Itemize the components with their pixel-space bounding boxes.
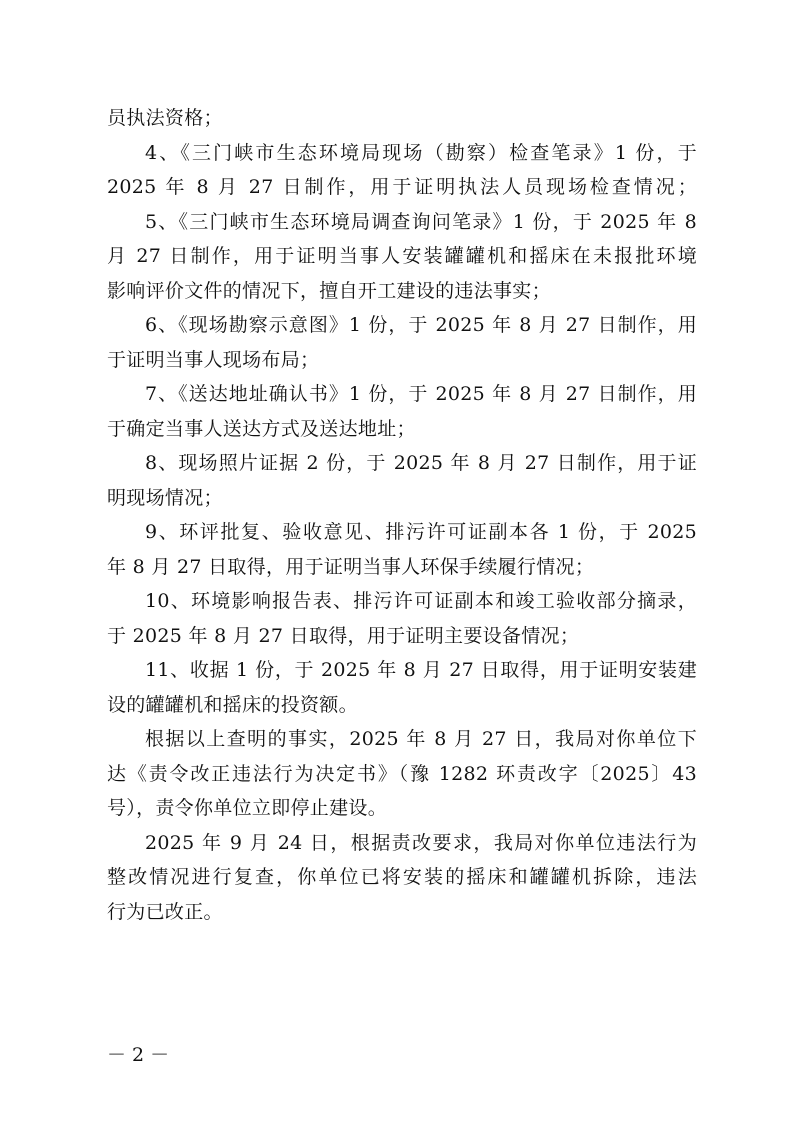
text-line: 设的罐罐机和摇床的投资额。	[107, 693, 358, 716]
text-line: 于确定当事人送达方式及送达地址；	[107, 417, 416, 440]
text-line: 根据以上查明的事实，2025 年 8 月 27 日，我局对你单位下	[145, 728, 697, 750]
text-line: 影响评价文件的情况下，擅自开工建设的违法事实；	[107, 279, 551, 302]
text-line: 7、《送达地址确认书》1 份，于 2025 年 8 月 27 日制作，用	[145, 383, 697, 405]
text-line: 11、收据 1 份，于 2025 年 8 月 27 日取得，用于证明安装建	[145, 659, 697, 681]
text-line: 9、环评批复、验收意见、排污许可证副本各 1 份，于 2025	[145, 521, 697, 543]
text-line: 2025 年 8 月 27 日制作，用于证明执法人员现场检查情况；	[107, 176, 697, 198]
text-line: 行为已改正。	[107, 900, 223, 923]
page-number: － 2 －	[107, 1044, 170, 1066]
text-line: 4、《三门峡市生态环境局现场（勘察）检查笔录》1 份，于	[145, 141, 697, 164]
text-line: 明现场情况；	[107, 486, 223, 509]
text-line: 6、《现场勘察示意图》1 份，于 2025 年 8 月 27 日制作，用	[145, 314, 697, 336]
text-line: 8、现场照片证据 2 份，于 2025 年 8 月 27 日制作，用于证	[145, 452, 697, 474]
text-line: 年 8 月 27 日取得，用于证明当事人环保手续履行情况；	[107, 555, 595, 578]
text-line: 于 2025 年 8 月 27 日取得，用于证明主要设备情况；	[107, 624, 580, 647]
text-line: 员执法资格；	[107, 107, 223, 129]
text-line: 号），责令你单位立即停止建设。	[107, 797, 388, 819]
text-line: 2025 年 9 月 24 日，根据责改要求，我局对你单位违法行为	[145, 831, 697, 854]
text-line: 10、环境影响报告表、排污许可证副本和竣工验收部分摘录，	[145, 590, 697, 612]
document-body	[107, 101, 697, 929]
text-line: 5、《三门峡市生态环境局调查询问笔录》1 份，于 2025 年 8	[145, 210, 697, 233]
text-line: 达《责令改正违法行为决定书》（豫 1282 环责改字〔2025〕43	[107, 762, 697, 785]
text-line: 月 27 日制作，用于证明当事人安装罐罐机和摇床在未报批环境	[107, 245, 697, 267]
text-line: 整改情况进行复查，你单位已将安装的摇床和罐罐机拆除，违法	[107, 866, 697, 888]
text-line: 于证明当事人现场布局；	[107, 348, 320, 371]
